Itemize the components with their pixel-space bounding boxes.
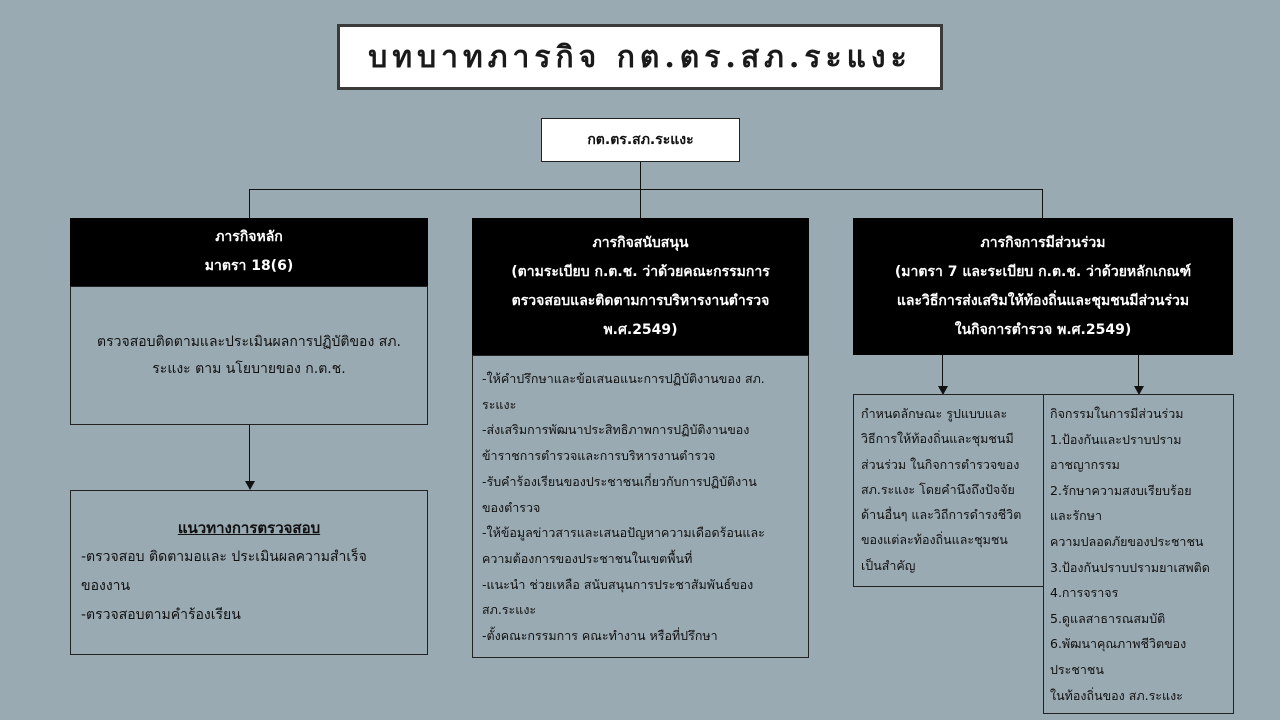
participation-form-line: ของแต่ละท้องถิ่นและชุมชน [861,532,1008,548]
participation-activity: และรักษา [1050,508,1102,524]
participation-form-box [853,394,1044,587]
connector-right-down [1042,189,1043,218]
participation-activity: 5.ดูแลสาธารณสมบัติ [1050,610,1166,626]
inspection-guideline-item: -ตรวจสอบตามคำร้องเรียน [81,607,241,623]
participation-form-line: กำหนดลักษณะ รูปแบบและ [861,406,1008,421]
support-item: ความต้องการของประชาชนในเขตพื้นที่ [482,550,693,566]
connector-left-down [249,189,250,218]
support-mission-title: ภารกิจสนับสนุน [592,234,689,251]
connector-root-down [640,162,641,190]
participation-form-line: ส่วนร่วม ในกิจการตำรวจของ [861,456,1020,472]
participation-mission-title: ภารกิจการมีส่วนร่วม [980,234,1106,251]
participation-activity: 6.พัฒนาคุณภาพชีวิตของ [1050,636,1187,652]
participation-activity: 3.ป้องกันปราบปรามยาเสพติด [1050,559,1210,575]
support-item: -รับคำร้องเรียนของประชาชนเกี่ยวกับการปฏิบัติงาน [482,473,757,489]
support-mission-ref-line: ตรวจสอบและติดตามการบริหารงานตำรวจ [511,292,770,309]
inspection-guideline-title: แนวทางการตรวจสอบ [177,519,321,537]
support-item: สภ.ระแงะ [482,602,537,618]
main-mission-body [70,286,428,425]
connector-horizontal [249,189,1043,190]
participation-activity: 2.รักษาความสงบเรียบร้อย [1050,482,1192,498]
page-title: บทบาทภารกิจ กต.ตร.สภ.ระแงะ [368,39,912,75]
participation-activity: 4.การจราจร [1050,585,1119,601]
support-item: -ให้คำปรึกษาและข้อเสนอแนะการปฏิบัติงานของ สภ. [482,371,765,386]
arrow-right-b-shaft [1138,355,1139,386]
support-mission-ref-line: (ตามระเบียบ ก.ต.ช. ว่าด้วยคณะกรรมการ [511,263,770,280]
participation-mission-header [853,218,1233,355]
main-mission-line: ตรวจสอบติดตามและประเมินผลการปฏิบัติของ สภ. [97,333,401,350]
participation-form-line: เป็นสำคัญ [861,557,916,573]
participation-mission-ref-line: ในกิจการตำรวจ พ.ศ.2549) [954,321,1132,338]
inspection-guideline-box [70,490,428,655]
participation-activity: 1.ป้องกันและปราบปราม [1050,431,1182,447]
connector-middle-down [640,189,641,218]
title-box [337,24,943,90]
support-mission-header [472,218,809,355]
support-item: ของตำรวจ [482,499,541,515]
participation-form-line: สภ.ระแงะ โดยคำนึงถึงปัจจัย [861,481,1015,497]
support-item: ระแงะ [482,396,517,412]
support-mission-ref-line: พ.ศ.2549) [603,321,678,338]
arrow-left-head [245,481,255,490]
support-item: -ส่งเสริมการพัฒนาประสิทธิภาพการปฏิบัติงานของ [482,422,750,438]
participation-activity: อาชญากรรม [1050,457,1120,473]
participation-activity: กิจกรรมในการมีส่วนร่วม [1050,406,1184,421]
participation-form-line: ด้านอื่นๆ และวิถีการดำรงชีวิต [861,507,1022,523]
participation-mission-ref-line: และวิธีการส่งเสริมให้ท้องถิ่นและชุมชนมีส่วนร่วม [896,292,1190,309]
main-mission-title: ภารกิจหลัก [215,229,283,245]
participation-activity: ประชาชน [1050,661,1104,677]
participation-form-line: วิธีการให้ท้องถิ่นและชุมชนมี [861,431,1014,447]
participation-activities-box [1043,394,1234,714]
inspection-guideline-item: ของงาน [81,578,131,594]
participation-activity: ความปลอดภัยของประชาชน [1050,533,1204,549]
support-item: -แนะนำ ช่วยเหลือ สนับสนุนการประชาสัมพันธ์ของ [482,576,754,592]
participation-mission-ref-line: (มาตรา 7 และระเบียบ ก.ต.ช. ว่าด้วยหลักเกณฑ์ [894,263,1192,280]
support-item: -ให้ข้อมูลข่าวสารและเสนอปัญหาความเดือดร้อนและ [482,525,765,541]
support-mission-body [472,355,809,658]
main-mission-header [70,218,428,286]
inspection-guideline-item: -ตรวจสอบ ติดตามอและ ประเมินผลความสำเร็จ [81,549,367,565]
arrow-left-shaft [249,425,250,481]
participation-activity: ในท้องถิ่นของ สภ.ระแงะ [1050,687,1183,703]
support-item: -ตั้งคณะกรรมการ คณะทำงาน หรือที่ปรึกษา [482,628,718,644]
support-item: ข้าราชการตำรวจและการบริหารงานตำรวจ [482,448,716,464]
root-node: กต.ตร.สภ.ระแงะ [541,118,740,162]
main-mission-line: ระแงะ ตาม นโยบายของ ก.ต.ช. [152,360,346,377]
arrow-right-a-shaft [942,355,943,386]
main-mission-section: มาตรา 18(6) [204,258,294,274]
